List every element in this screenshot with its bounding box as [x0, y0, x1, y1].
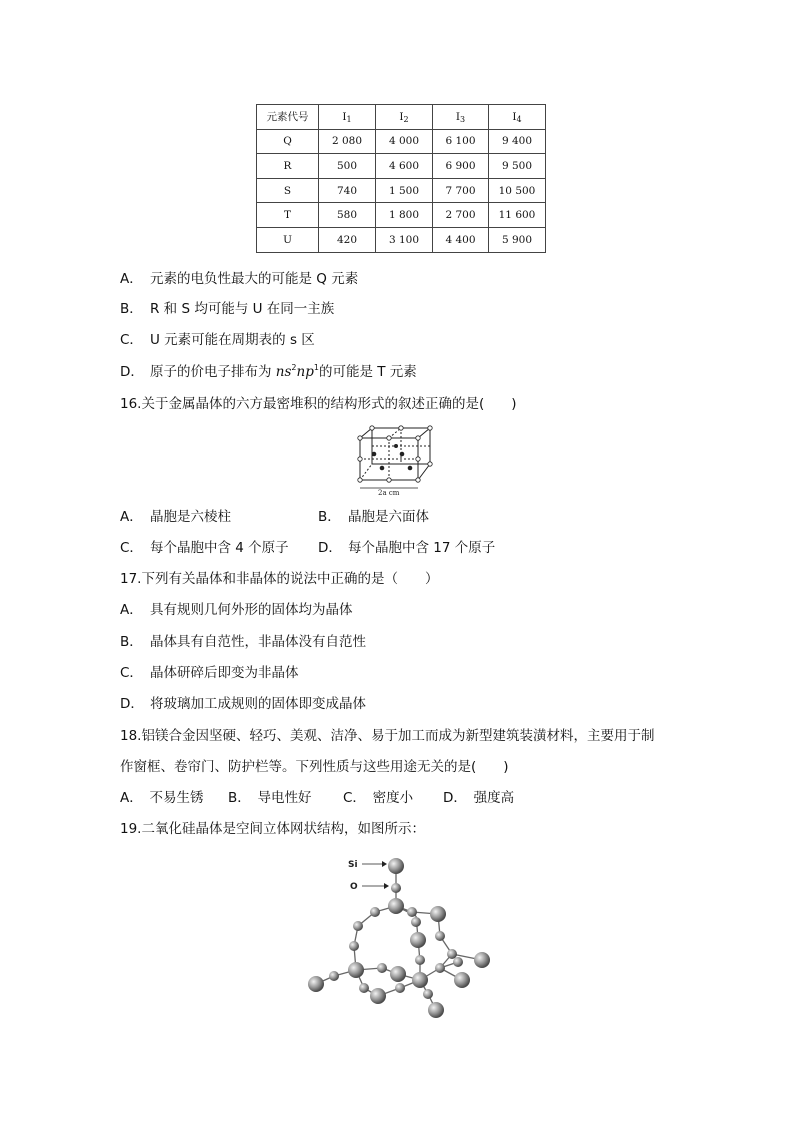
- option-text: 晶体具有自范性，非晶体没有自范性: [150, 634, 366, 650]
- option-text: 原子的价电子排布为: [150, 364, 276, 380]
- option-text: R 和 S 均可能与 U 在同一主族: [150, 301, 335, 317]
- option-letter: B．: [120, 301, 143, 317]
- table-cell: S: [257, 178, 319, 203]
- option-letter: A．: [120, 271, 143, 287]
- formula-np: np: [296, 364, 314, 380]
- table-header-row: [257, 105, 546, 130]
- q15-option-b: [120, 300, 334, 318]
- table-cell: U: [257, 227, 319, 252]
- table-header-cell: 元素代号: [257, 105, 319, 130]
- option-text: 晶胞是六面体: [348, 509, 429, 525]
- table-header-cell: $I_3$: [433, 105, 489, 130]
- q19-stem: 19.二氧化硅晶体是空间立体网状结构，如图所示：: [120, 821, 425, 837]
- table-cell: 6 100: [433, 129, 489, 154]
- table-cell: 9 400: [489, 129, 546, 154]
- table-cell: 4 000: [376, 129, 433, 154]
- q15-option-c: [120, 331, 315, 349]
- si-label: Si: [348, 860, 358, 870]
- option-letter: C．: [120, 665, 143, 681]
- option-letter: B．: [120, 634, 143, 650]
- q18-option-a: A． 不易生锈: [120, 790, 204, 806]
- table-cell: 1 500: [376, 178, 433, 203]
- table-cell: 3 100: [376, 227, 433, 252]
- table-cell: Q: [257, 129, 319, 154]
- option-letter: D．: [318, 540, 342, 556]
- table-cell: 5 900: [489, 227, 546, 252]
- table-cell: 7 700: [433, 178, 489, 203]
- formula-ns: ns: [275, 364, 292, 380]
- table-cell: 6 900: [433, 154, 489, 179]
- q16-stem: 16.关于金属晶体的六方最密堆积的结构形式的叙述正确的是( ): [120, 396, 517, 412]
- table-cell: 10 500: [489, 178, 546, 203]
- q18-option-b: B． 导电性好: [228, 790, 312, 806]
- table-cell: 9 500: [489, 154, 546, 179]
- option-text: 具有规则几何外形的固体均为晶体: [150, 602, 353, 618]
- hcp-crystal-figure: [356, 424, 436, 496]
- table-row: [257, 129, 546, 154]
- ionization-energy-table: [256, 104, 546, 253]
- table-cell: T: [257, 203, 319, 228]
- q17-option-c: [120, 664, 299, 682]
- table-row: [257, 154, 546, 179]
- formula-sup: 2: [291, 363, 297, 372]
- q16-option-b: [318, 508, 429, 526]
- table-cell: 580: [319, 203, 376, 228]
- table-cell: 420: [319, 227, 376, 252]
- table-header-cell: $I_2$: [376, 105, 433, 130]
- table-cell: 11 600: [489, 203, 546, 228]
- o-label: O: [350, 882, 358, 892]
- table-cell: 500: [319, 154, 376, 179]
- option-text: 晶胞是六棱柱: [150, 509, 231, 525]
- table-cell: 2 080: [319, 129, 376, 154]
- q18-option-c: C． 密度小: [343, 790, 414, 806]
- table-header-cell: $I_1$: [319, 105, 376, 130]
- table-cell: 4 600: [376, 154, 433, 179]
- q15-option-a: [120, 270, 358, 288]
- q17-option-a: [120, 601, 353, 619]
- table-row: [257, 227, 546, 252]
- q16-option-c: [120, 539, 289, 557]
- option-letter: C．: [120, 540, 143, 556]
- q17-option-b: [120, 633, 366, 651]
- option-text: 晶体研碎后即变为非晶体: [150, 665, 299, 681]
- option-text: U 元素可能在周期表的 s 区: [150, 332, 315, 348]
- option-letter: D．: [120, 696, 144, 712]
- q15-option-d: [120, 363, 417, 381]
- option-letter: A．: [120, 509, 143, 525]
- q17-stem: 17.下列有关晶体和非晶体的说法中正确的是（ ）: [120, 571, 439, 587]
- option-text: 每个晶胞中含 4 个原子: [150, 540, 289, 556]
- sio2-structure-figure: [300, 850, 500, 1025]
- option-text: 元素的电负性最大的可能是 Q 元素: [150, 271, 359, 287]
- table-cell: 740: [319, 178, 376, 203]
- option-letter: C．: [120, 332, 143, 348]
- q16-option-a: [120, 508, 231, 526]
- table-cell: 2 700: [433, 203, 489, 228]
- q18-option-d: D． 强度高: [443, 790, 515, 806]
- figure-dimension-label: 2a cm: [378, 489, 400, 496]
- table-row: [257, 178, 546, 203]
- table-cell: 1 800: [376, 203, 433, 228]
- option-text: 每个晶胞中含 17 个原子: [348, 540, 496, 556]
- table-header-cell: $I_4$: [489, 105, 546, 130]
- option-letter: B．: [318, 509, 341, 525]
- q18-stem-line1: 18.铝镁合金因坚硬、轻巧、美观、洁净、易于加工而成为新型建筑装潢材料，主要用于制: [120, 728, 655, 744]
- table-cell: 4 400: [433, 227, 489, 252]
- formula-sup: 1: [313, 363, 319, 372]
- q18-stem-line2: 作窗框、卷帘门、防护栏等。下列性质与这些用途无关的是( ): [120, 759, 509, 775]
- option-letter: A．: [120, 602, 143, 618]
- table-cell: R: [257, 154, 319, 179]
- q16-option-d: [318, 539, 495, 557]
- option-letter: D．: [120, 364, 144, 380]
- q17-option-d: [120, 695, 366, 713]
- option-text: 的可能是 T 元素: [318, 364, 417, 380]
- table-row: [257, 203, 546, 228]
- option-text: 将玻璃加工成规则的固体即变成晶体: [150, 696, 366, 712]
